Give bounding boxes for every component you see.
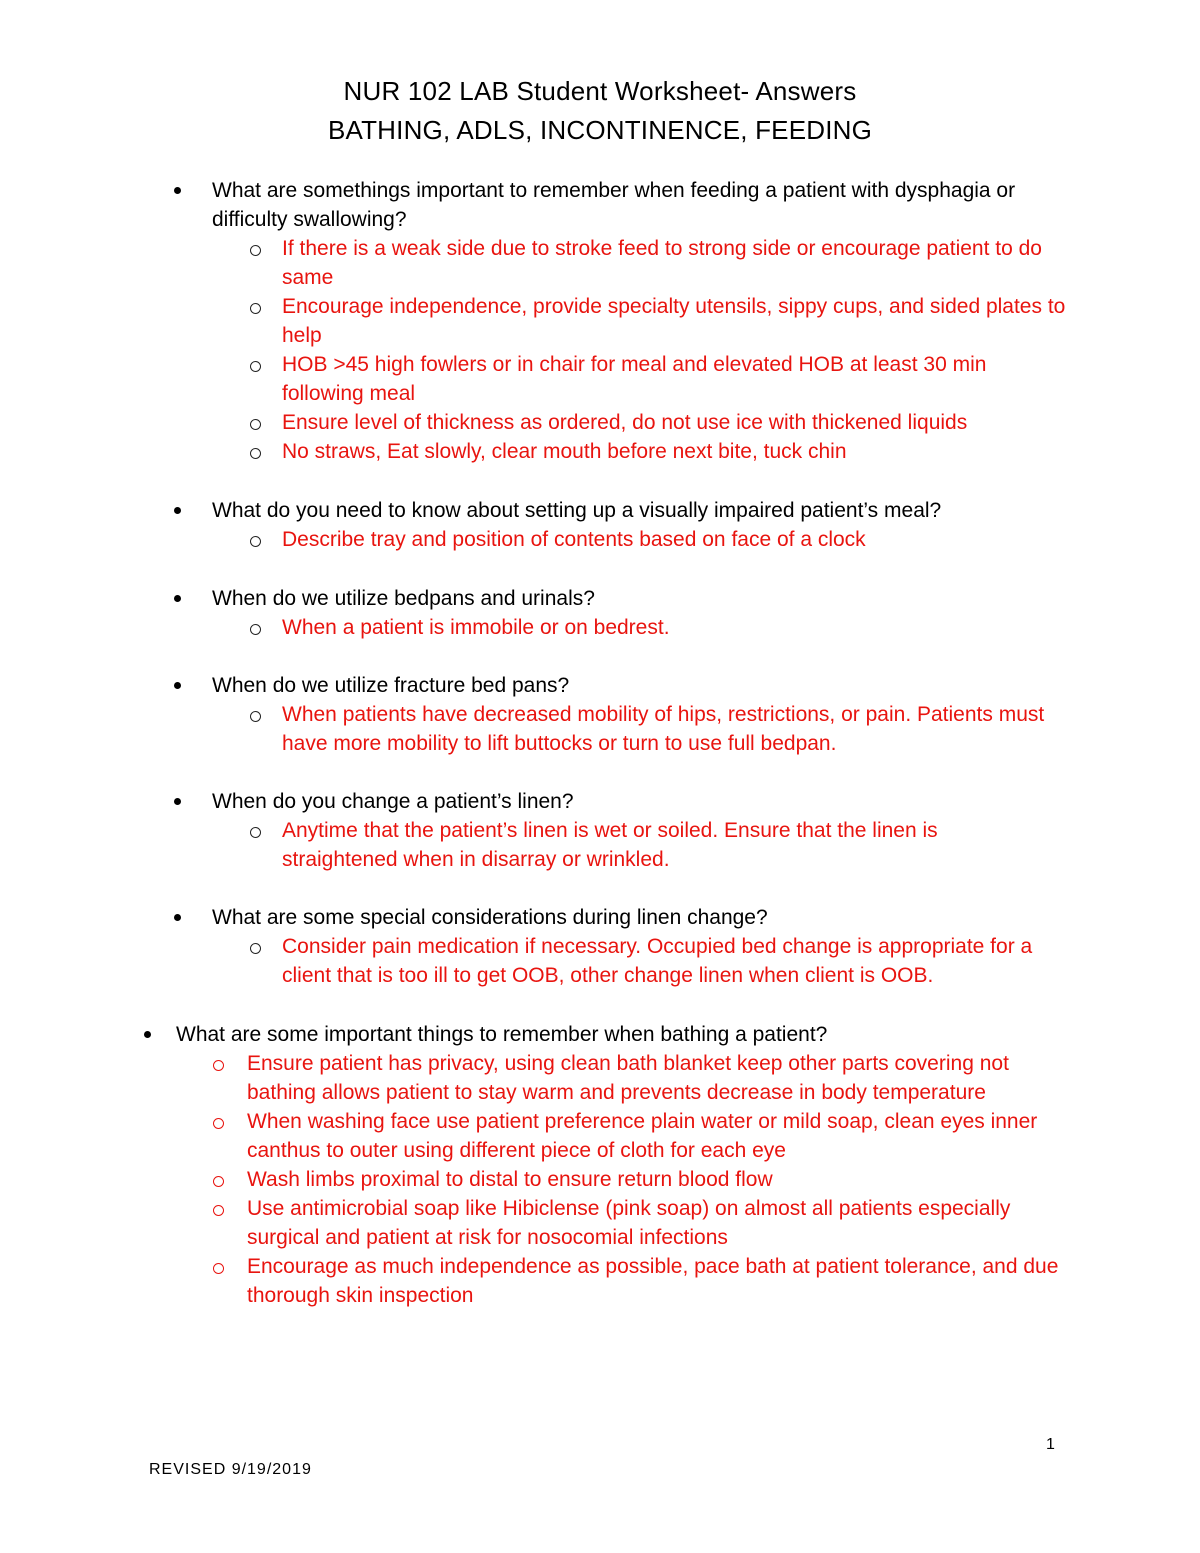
answer-list — [212, 700, 1052, 758]
answer-list — [212, 816, 992, 874]
circle-bullet-icon — [250, 245, 261, 256]
answer-item: Wash limbs proximal to distal to ensure return blood flow — [247, 1165, 1067, 1194]
answer-list — [176, 1049, 1067, 1310]
answer-list — [212, 525, 1072, 554]
question-block — [212, 176, 1072, 466]
bullet-icon — [174, 914, 181, 921]
bullet-icon — [174, 682, 181, 689]
circle-bullet-icon — [250, 536, 261, 547]
answer-item: Describe tray and position of contents based on face of a clock — [282, 525, 1072, 554]
bullet-icon — [174, 187, 181, 194]
circle-bullet-icon — [213, 1205, 224, 1216]
answer-item: Anytime that the patient’s linen is wet or soiled. Ensure that the linen is straightened when in disarray or wrinkled. — [282, 816, 992, 874]
answer-item: Consider pain medication if necessary. Occupied bed change is appropriate for a client that is too ill to get OOB, other change linen when client is OOB. — [282, 932, 1072, 990]
answer-item: If there is a weak side due to stroke feed to strong side or encourage patient to do same — [282, 234, 1072, 292]
question-text: When do we utilize fracture bed pans? — [212, 674, 570, 697]
revised-date: REVISED 9/19/2019 — [149, 1461, 312, 1478]
question-text: What do you need to know about setting up a visually impaired patient’s meal? — [212, 499, 942, 522]
circle-bullet-icon — [250, 303, 261, 314]
bullet-icon — [174, 595, 181, 602]
answer-item: Ensure patient has privacy, using clean bath blanket keep other parts covering not bathing allows patient to stay warm and prevents decrease in body temperature — [247, 1049, 1067, 1107]
question-text: What are somethings important to remember when feeding a patient with dysphagia or difficulty swallowing? — [212, 179, 1016, 231]
question-block — [212, 496, 1072, 554]
circle-bullet-icon — [213, 1176, 224, 1187]
circle-bullet-icon — [213, 1118, 224, 1129]
answer-item: Encourage as much independence as possible, pace bath at patient tolerance, and due thorough skin inspection — [247, 1252, 1067, 1310]
answer-item: Ensure level of thickness as ordered, do not use ice with thickened liquids — [282, 408, 1072, 437]
question-block — [212, 584, 1072, 642]
answer-item: No straws, Eat slowly, clear mouth before next bite, tuck chin — [282, 437, 1072, 466]
circle-bullet-icon — [213, 1263, 224, 1274]
circle-bullet-icon — [250, 419, 261, 430]
answer-list — [212, 234, 1072, 466]
question-block — [212, 903, 1072, 990]
question-block — [176, 1020, 1076, 1310]
question-text: What are some special considerations during linen change? — [212, 906, 768, 929]
circle-bullet-icon — [250, 624, 261, 635]
question-text: When do you change a patient’s linen? — [212, 790, 574, 813]
question-block — [212, 787, 1072, 874]
answer-item: When washing face use patient preference plain water or mild soap, clean eyes inner canthus to outer using different piece of cloth for each eye — [247, 1107, 1067, 1165]
circle-bullet-icon — [250, 361, 261, 372]
answer-item: Encourage independence, provide specialty utensils, sippy cups, and sided plates to help — [282, 292, 1072, 350]
page-number: 1 — [1046, 1436, 1055, 1453]
document-title: NUR 102 LAB Student Worksheet- Answers — [343, 76, 857, 106]
circle-bullet-icon — [250, 943, 261, 954]
answer-list — [212, 613, 1072, 642]
answer-item: Use antimicrobial soap like Hibiclense (pink soap) on almost all patients especially surgical and patient at risk for nosocomial infections — [247, 1194, 1067, 1252]
circle-bullet-icon — [250, 827, 261, 838]
bullet-icon — [144, 1031, 151, 1038]
bullet-icon — [174, 798, 181, 805]
bullet-icon — [174, 507, 181, 514]
question-text: What are some important things to remember when bathing a patient? — [176, 1023, 828, 1046]
circle-bullet-icon — [250, 448, 261, 459]
circle-bullet-icon — [250, 711, 261, 722]
question-text: When do we utilize bedpans and urinals? — [212, 587, 595, 610]
document-subtitle: BATHING, ADLS, INCONTINENCE, FEEDING — [327, 115, 873, 145]
answer-item: When patients have decreased mobility of hips, restrictions, or pain. Patients must have more mobility to lift buttocks or turn to use full bedpan. — [282, 700, 1052, 758]
answer-item: When a patient is immobile or on bedrest. — [282, 613, 1072, 642]
answer-list — [212, 932, 1072, 990]
circle-bullet-icon — [213, 1060, 224, 1071]
answer-item: HOB >45 high fowlers or in chair for meal and elevated HOB at least 30 min following meal — [282, 350, 1072, 408]
question-block — [212, 671, 1072, 758]
